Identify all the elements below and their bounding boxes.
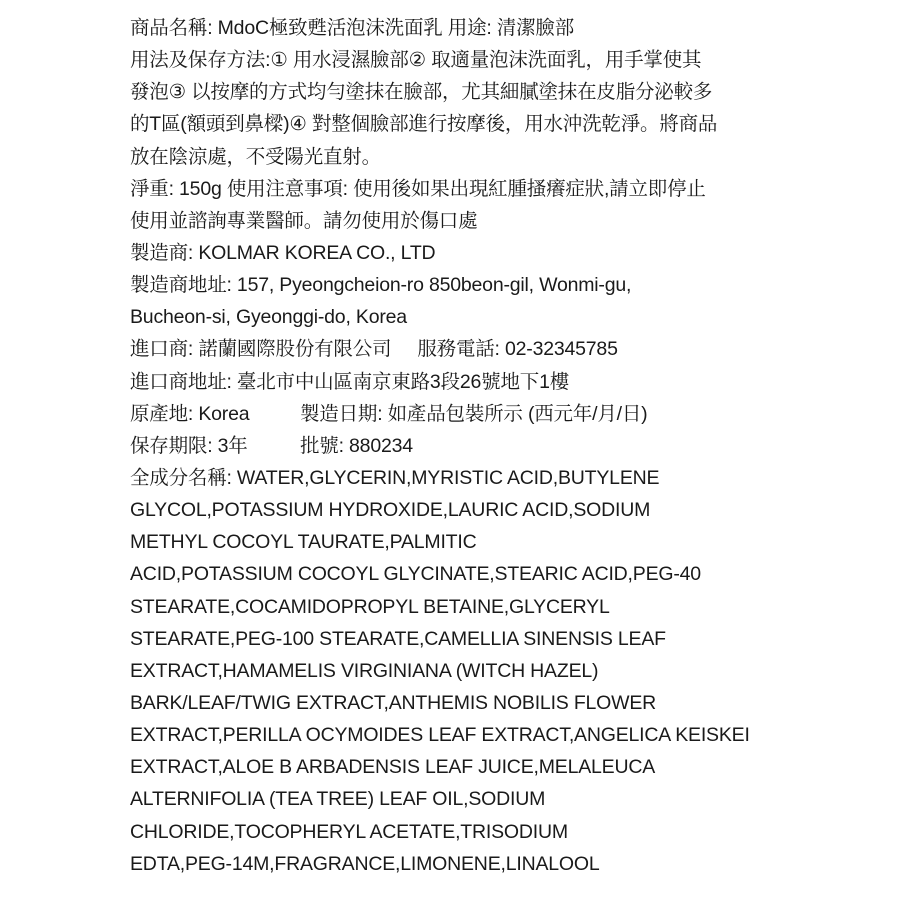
ingredients-line: EDTA,PEG-14M,FRAGRANCE,LIMONENE,LINALOOL <box>130 852 600 875</box>
shelf-life-batch-row <box>130 430 790 462</box>
ingredients-line: GLYCOL,POTASSIUM HYDROXIDE,LAURIC ACID,SODIUM <box>130 499 651 522</box>
ingredients-line: BARK/LEAF/TWIG EXTRACT,ANTHEMIS NOBILIS FLOWER <box>130 691 657 714</box>
ingredients-line: EXTRACT,HAMAMELIS VIRGINIANA (WITCH HAZEL) <box>130 659 599 682</box>
caution-line: 淨重: 150g 使用注意事項: 使用後如果出現紅腫搔癢症狀,請立即停止 <box>130 177 706 200</box>
product-label-text <box>130 12 790 880</box>
ingredients-list <box>130 462 790 880</box>
manufacturer-address <box>130 269 790 333</box>
origin-date-row <box>130 398 790 430</box>
manufacturer: 製造商: KOLMAR KOREA CO., LTD <box>130 241 436 264</box>
usage-line: 用法及保存方法:① 用水浸濕臉部② 取適量泡沫洗面乳，用手掌使其 <box>130 49 702 72</box>
caution-section <box>130 173 790 237</box>
ingredients-line: EXTRACT,PERILLA OCYMOIDES LEAF EXTRACT,ANGELICA KEISKEI <box>130 724 750 747</box>
ingredients-line: CHLORIDE,TOCOPHERYL ACETATE,TRISODIUM <box>130 820 568 843</box>
usage-line: 的T區(額頭到鼻樑)④ 對整個臉部進行按摩後，用水沖洗乾淨。將商品 <box>130 113 718 136</box>
ingredients-line: 全成分名稱: WATER,GLYCERIN,MYRISTIC ACID,BUTYLENE <box>130 466 660 489</box>
usage-line: 放在陰涼處，不受陽光直射。 <box>130 145 381 168</box>
ingredients-line: STEARATE,PEG-100 STEARATE,CAMELLIA SINENSIS LEAF <box>130 627 666 650</box>
manufacture-date: 製造日期: 如產品包裝所示 (西元年/月/日) <box>300 402 648 425</box>
ingredients-line: ACID,POTASSIUM COCOYL GLYCINATE,STEARIC ACID,PEG-40 <box>130 563 701 586</box>
service-phone: 服務電話: 02-32345785 <box>417 338 618 361</box>
manufacturer-address-line: 製造商地址: 157, Pyeongcheion-ro 850beon-gil, Wonmi-gu, <box>130 274 632 297</box>
ingredients-line: EXTRACT,ALOE B ARBADENSIS LEAF JUICE,MELALEUCA <box>130 756 656 779</box>
ingredients-line: METHYL COCOYL TAURATE,PALMITIC <box>130 531 477 554</box>
shelf-life: 保存期限: 3年 <box>130 434 248 457</box>
importer-address: 進口商地址: 臺北市中山區南京東路3段26號地下1樓 <box>130 370 570 393</box>
product-name-line: 商品名稱: MdoC極致甦活泡沫洗面乳 用途: 清潔臉部 <box>130 17 575 39</box>
manufacturer-address-line: Bucheon-si, Gyeonggi-do, Korea <box>130 306 407 329</box>
ingredients-line: STEARATE,COCAMIDOPROPYL BETAINE,GLYCERYL <box>130 595 610 618</box>
usage-line: 發泡③ 以按摩的方式均勻塗抹在臉部，尤其細膩塗抹在皮脂分泌較多 <box>130 81 713 104</box>
ingredients-line: ALTERNIFOLIA (TEA TREE) LEAF OIL,SODIUM <box>130 788 546 811</box>
caution-line: 使用並諮詢專業醫師。請勿使用於傷口處 <box>130 209 478 232</box>
batch-number: 批號: 880234 <box>300 434 413 457</box>
usage-instructions <box>130 44 790 173</box>
importer: 進口商: 諾蘭國際股份有限公司 <box>130 338 392 361</box>
importer-row <box>130 333 790 365</box>
origin: 原產地: Korea <box>130 402 250 425</box>
